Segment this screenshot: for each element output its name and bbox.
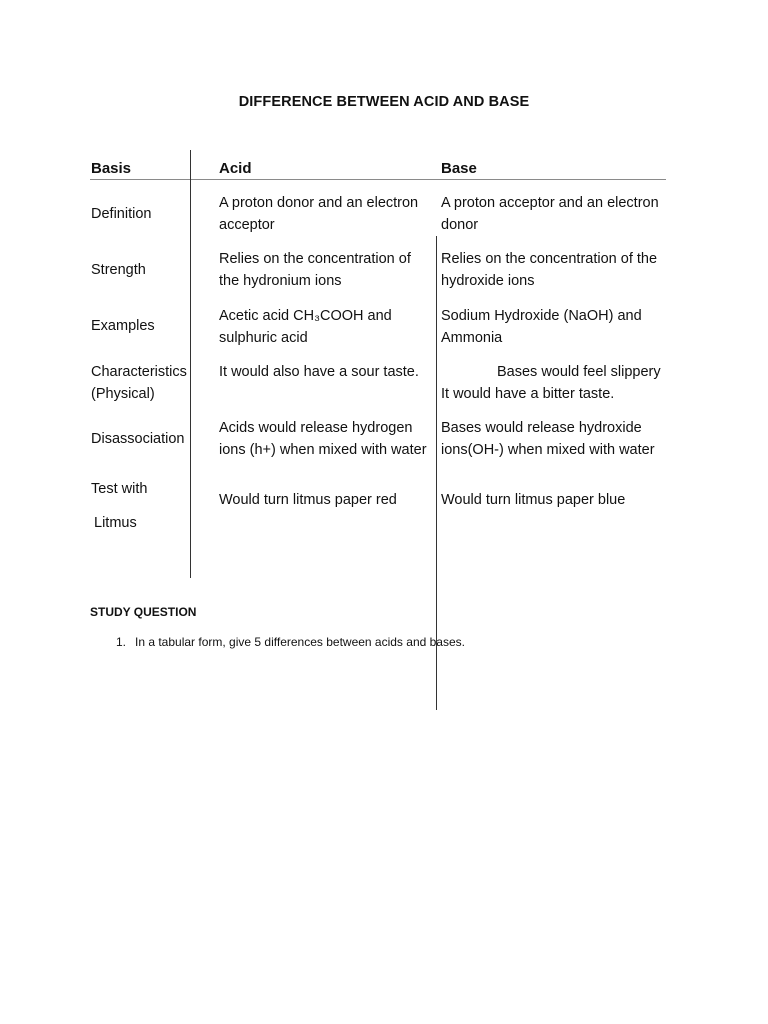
- acid-text-line-2: acceptor: [219, 217, 275, 233]
- base-text-line-1: Relies on the concentration of the: [441, 251, 658, 267]
- base-text-line-2: Ammonia: [441, 330, 503, 346]
- row-litmus-base: [441, 489, 625, 511]
- row-definition-acid: [219, 192, 418, 236]
- row-litmus-acid: [219, 489, 397, 511]
- base-text-line-1: A proton acceptor and an electron: [441, 195, 659, 211]
- row-characteristics-basis: [91, 361, 187, 405]
- row-strength-basis: [91, 259, 146, 281]
- header-acid: Acid: [219, 160, 252, 177]
- acid-text-line-1: Relies on the concentration of: [219, 251, 411, 267]
- acid-text-line-1: Acids would release hydrogen: [219, 420, 413, 436]
- question-text: In a tabular form, give 5 differences between acids and bases.: [135, 635, 465, 649]
- base-text-line-1: Bases would release hydroxide: [441, 420, 642, 436]
- column-divider-basis: [190, 150, 191, 578]
- basis-text-line-2: (Physical): [91, 386, 155, 402]
- row-litmus-basis: [91, 472, 147, 540]
- basis-text-line-1: Characteristics: [91, 364, 187, 380]
- row-strength-acid: [219, 248, 411, 292]
- acid-text-line-2: sulphuric acid: [219, 330, 308, 346]
- row-examples-acid: [219, 305, 392, 349]
- base-text-line-2: donor: [441, 217, 479, 233]
- question-number: 1.: [116, 635, 127, 649]
- basis-text: Examples: [91, 318, 155, 334]
- row-disassociation-basis: [91, 428, 185, 450]
- basis-text: Definition: [91, 206, 152, 222]
- base-text-line-2: ions(OH-) when mixed with water: [441, 442, 655, 458]
- basis-text-line-1: Test with: [91, 481, 148, 497]
- row-characteristics-acid: [219, 361, 419, 383]
- row-characteristics-base: [441, 361, 661, 405]
- study-question-heading: STUDY QUESTION: [90, 605, 197, 619]
- basis-text-line-2: Litmus: [94, 515, 137, 531]
- row-definition-basis: [91, 203, 151, 225]
- header-base: Base: [441, 160, 477, 177]
- base-text-line-2: hydroxide ions: [441, 273, 535, 289]
- base-text-line-1: Sodium Hydroxide (NaOH) and: [441, 308, 642, 324]
- row-definition-base: [441, 192, 659, 236]
- row-strength-base: [441, 248, 657, 292]
- header-divider: [90, 179, 666, 180]
- acid-text-line-1: Acetic acid CH₃COOH and: [219, 308, 392, 324]
- acid-text: Would turn litmus paper red: [219, 492, 397, 508]
- acid-text-line-2: the hydronium ions: [219, 273, 342, 289]
- basis-text: Strength: [91, 262, 146, 278]
- page-title: DIFFERENCE BETWEEN ACID AND BASE: [238, 94, 530, 110]
- row-examples-basis: [91, 315, 155, 337]
- acid-text-line-2: ions (h+) when mixed with water: [219, 442, 427, 458]
- base-text: Would turn litmus paper blue: [441, 492, 626, 508]
- acid-text: It would also have a sour taste.: [219, 364, 419, 380]
- basis-text: Disassociation: [91, 431, 185, 447]
- base-text-line-2: It would have a bitter taste.: [441, 386, 615, 402]
- header-basis: Basis: [91, 160, 132, 177]
- acid-text-line-1: A proton donor and an electron: [219, 195, 419, 211]
- row-disassociation-base: [441, 417, 655, 461]
- row-examples-base: [441, 305, 642, 349]
- row-disassociation-acid: [219, 417, 427, 461]
- base-text-line-1: Bases would feel slippery: [497, 364, 661, 380]
